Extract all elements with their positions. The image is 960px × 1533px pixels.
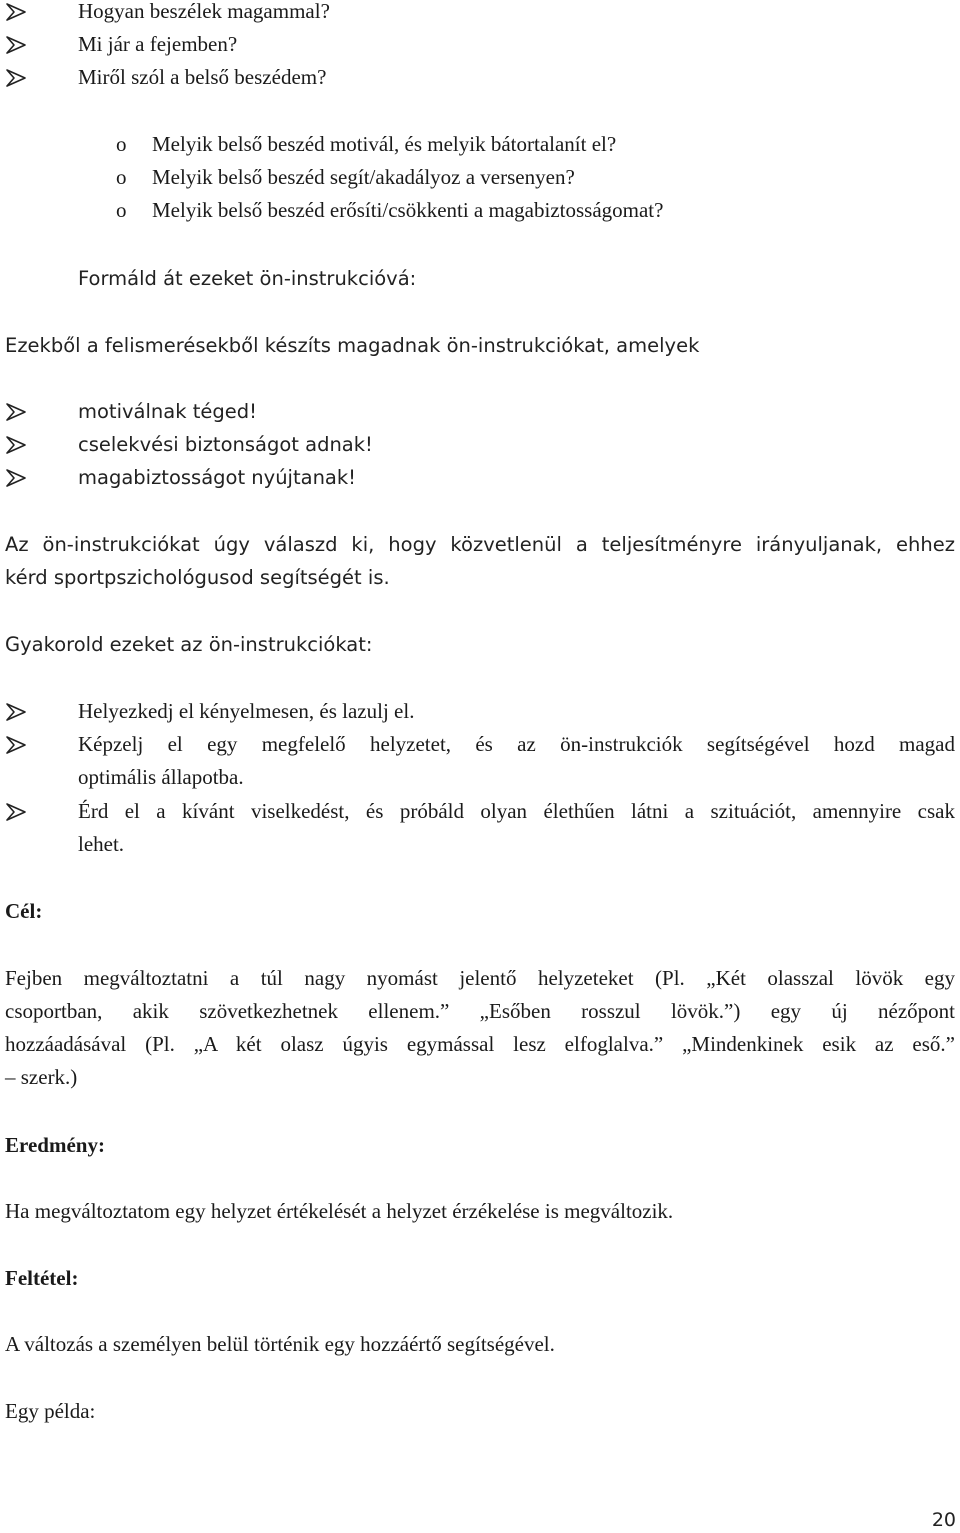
circle-bullet-icon: o — [116, 198, 127, 222]
sub-list-item — [116, 128, 955, 161]
sub-list-item-text: Melyik belső beszéd segít/akadályoz a versenyen? — [152, 165, 575, 189]
arrow-bullet-icon — [5, 695, 35, 728]
result-heading: Eredmény: — [5, 1133, 105, 1157]
sub-list-item-text: Melyik belső beszéd erősíti/csökkenti a magabiztosságomat? — [152, 198, 664, 222]
goal-paragraph-line: Fejben megváltoztatni a túl nagy nyomást jelentő helyzeteket (Pl. „Két olasszal lövök egy — [5, 966, 955, 990]
list-item — [5, 28, 955, 61]
instruction-paragraph-line: kérd sportpszichológusod segítségét is. — [5, 566, 390, 589]
goal-paragraph-line: – szerk.) — [5, 1065, 78, 1089]
list-item — [5, 728, 955, 761]
list-item — [5, 428, 955, 461]
arrow-bullet-icon — [5, 0, 35, 28]
reform-heading: Formáld át ezeket ön-instrukcióvá: — [78, 267, 417, 290]
practice-heading: Gyakorold ezeket az ön-instrukciókat: — [5, 633, 373, 656]
arrow-bullet-icon — [5, 61, 35, 94]
list-item — [5, 61, 955, 94]
example-label: Egy példa: — [5, 1399, 96, 1423]
list-item-text: cselekvési biztonságot adnak! — [78, 433, 373, 456]
goal-paragraph-line: csoportban, akik szövetkezhetnek ellenem.” „Esőben rosszul lövök.”) egy új nézőpont — [5, 999, 955, 1023]
circle-bullet-icon: o — [116, 132, 127, 156]
sub-list-item-text: Melyik belső beszéd motivál, és melyik bátortalanít el? — [152, 132, 617, 156]
arrow-bullet-icon — [5, 728, 35, 761]
list-item — [5, 461, 955, 494]
instruction-paragraph-line: Az ön-instrukciókat úgy válaszd ki, hogy közvetlenül a teljesítményre irányuljanak, ehhez — [5, 533, 955, 556]
list-item-text: Helyezkedj el kényelmesen, és lazulj el. — [78, 699, 415, 723]
goal-heading: Cél: — [5, 899, 43, 923]
list-item-text: Miről szól a belső beszédem? — [78, 65, 327, 89]
list-item — [5, 795, 955, 828]
list-item — [5, 395, 955, 428]
goal-paragraph-line: hozzáadásával (Pl. „A két olasz úgyis egymással lesz elfoglalva.” „Mindenkinek esik az eső.” — [5, 1032, 955, 1056]
list-item-text-continued: optimális állapotba. — [78, 765, 244, 789]
list-item-text: motiválnak téged! — [78, 400, 257, 423]
sub-list-item — [116, 161, 955, 194]
list-item — [5, 0, 955, 28]
list-item-text: Hogyan beszélek magammal? — [78, 0, 330, 23]
list-item-text: Mi jár a fejemben? — [78, 32, 238, 56]
list-item — [5, 695, 955, 728]
arrow-bullet-icon — [5, 795, 35, 828]
list-item-text: Érd el a kívánt viselkedést, és próbáld olyan élethűen látni a szituációt, amennyire csak — [78, 799, 955, 823]
list-item-text: Képzelj el egy megfelelő helyzetet, és az ön-instrukciók segítségével hozd magad — [78, 732, 955, 756]
condition-heading: Feltétel: — [5, 1266, 79, 1290]
page-number: 20 — [931, 1509, 956, 1531]
condition-text: A változás a személyen belül történik egy hozzáértő segítségével. — [5, 1332, 555, 1356]
reform-intro: Ezekből a felismerésekből készíts magadnak ön-instrukciókat, amelyek — [5, 334, 700, 357]
arrow-bullet-icon — [5, 428, 35, 461]
arrow-bullet-icon — [5, 395, 35, 428]
sub-list-item — [116, 194, 955, 227]
arrow-bullet-icon — [5, 28, 35, 61]
circle-bullet-icon: o — [116, 165, 127, 189]
arrow-bullet-icon — [5, 461, 35, 494]
result-text: Ha megváltoztatom egy helyzet értékelését a helyzet érzékelése is megváltozik. — [5, 1199, 674, 1223]
list-item-text-continued: lehet. — [78, 832, 125, 856]
list-item-text: magabiztosságot nyújtanak! — [78, 466, 356, 489]
